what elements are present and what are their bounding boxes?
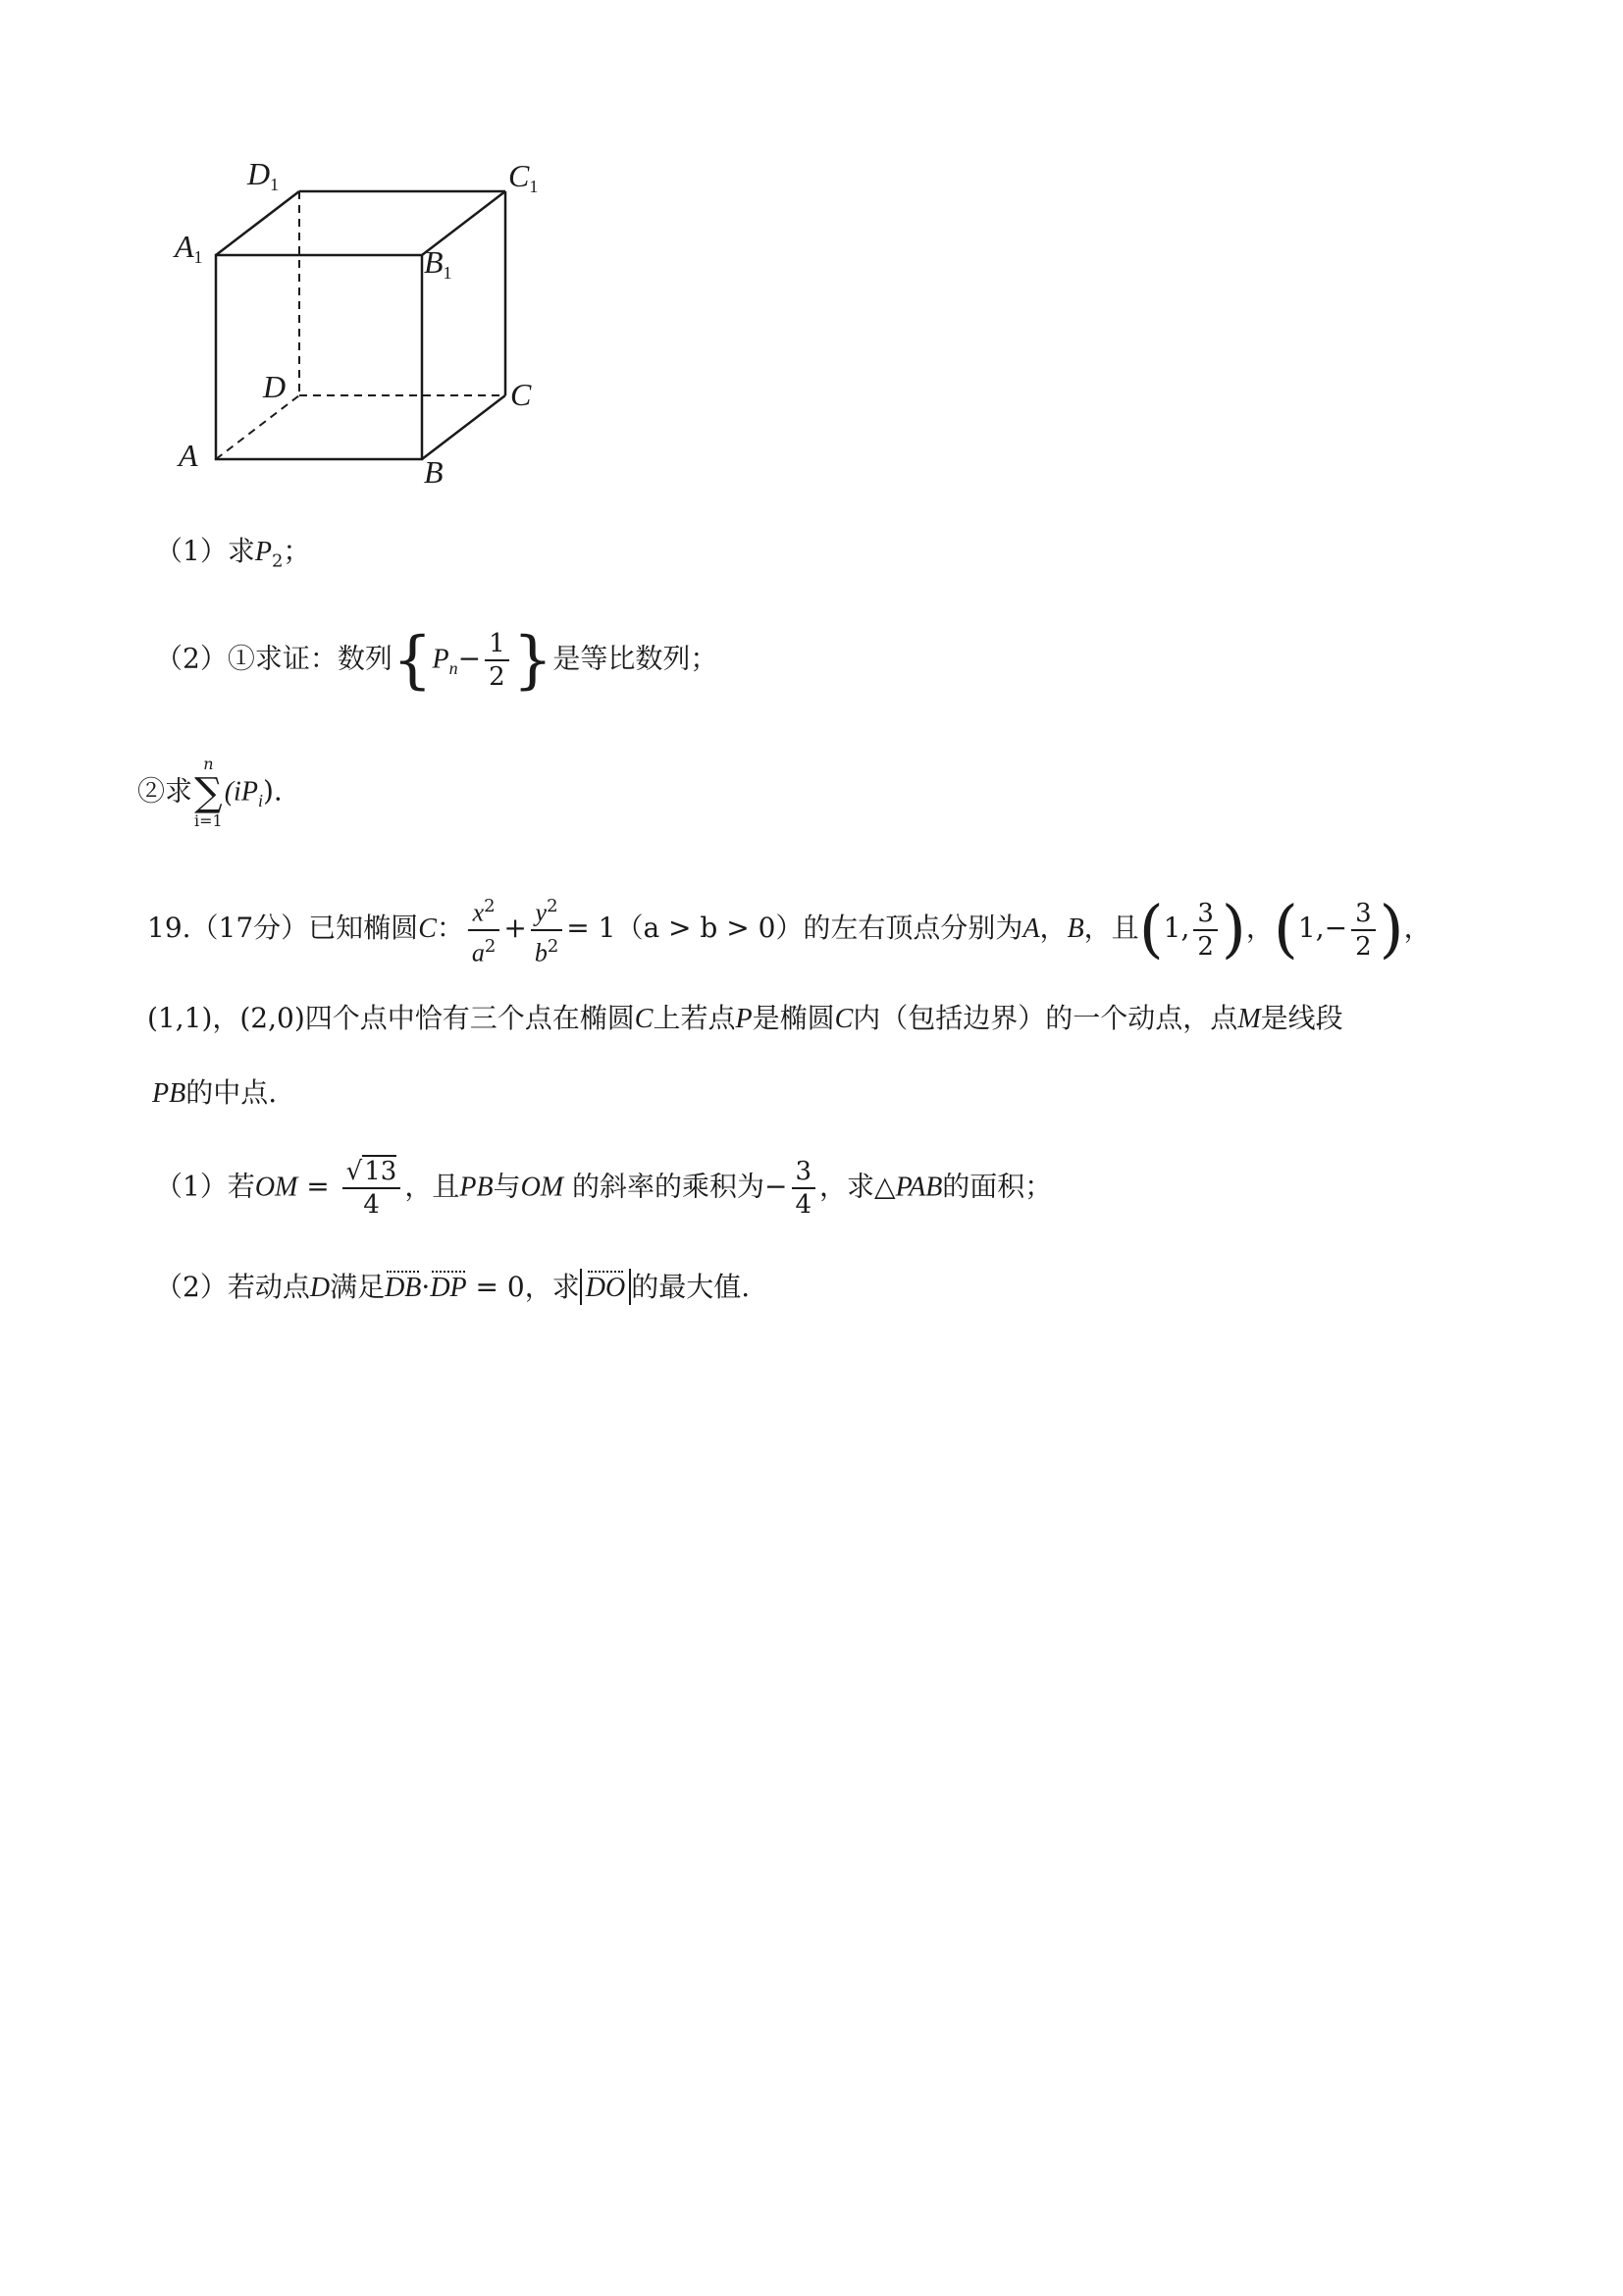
q19-line3: PB的中点.: [152, 1076, 278, 1109]
q19-part1: （1）若OM = $\frac{√13}{4}$ ，且PB与OM 的斜率的乘积为− $\frac{3}{4}$ ，求△PAB的面积；: [155, 1157, 1053, 1220]
label-D1: D: [247, 157, 271, 191]
label-C: C: [510, 377, 532, 412]
label-B1: B: [424, 244, 444, 280]
label-D: D: [263, 369, 287, 404]
svg-text:A1: A1: [175, 229, 203, 267]
cube-figure: [167, 157, 579, 491]
label-A1: A: [175, 229, 194, 264]
svg-text:D1: D1: [247, 157, 280, 194]
q19-line2: (1,1)，(2,0)四个点中恰有三个点在椭圆C上若点P是椭圆C内（包括边界）的一个动点，点M是线段: [147, 1002, 1343, 1034]
q19-part2: （2）若动点D满足DB·DP = 0，求 DO 的最大值.: [155, 1268, 750, 1308]
q18-part2b: ②求 n ∑ i=1 $(iP_i)$.: [137, 755, 283, 830]
svg-text:B1: B1: [424, 244, 452, 283]
q18-part1: （1）求$P_2$；: [155, 535, 311, 572]
svg-text:C1: C1: [508, 158, 539, 196]
label-B: B: [424, 454, 444, 490]
q18-part2a: （2）①求证：数列{$P_n-$ $\frac{1}{2}$ }是等比数列；: [155, 624, 718, 697]
label-C1: C: [508, 158, 530, 193]
q19-line1: 19.（17分）已知椭圆C： $\frac{x^2}{a^2}$ + $\frac{y^2}{b^2}$ = 1（a > b > 0）的左右顶点分别为A，B，且(1, $\frac{3}{2}$ )，(1,− $\frac{3}{2}$ )，: [147, 891, 1432, 968]
label-A: A: [179, 438, 198, 473]
